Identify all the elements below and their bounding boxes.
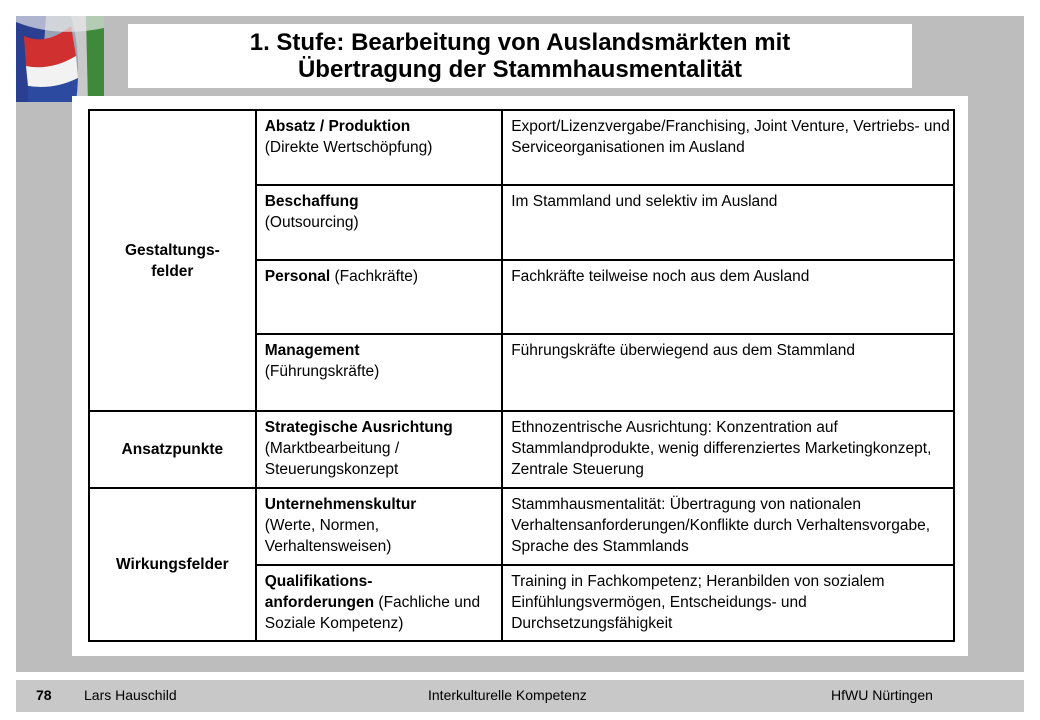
- flags-image: [16, 16, 104, 102]
- field-label-bold: Strategische Ausrichtung: [264, 419, 453, 436]
- page-title-line2: Übertragung der Stammhausmentalität: [297, 56, 743, 83]
- row-header-ansatzpunkte: Ansatzpunkte: [89, 411, 256, 488]
- title-box: [128, 24, 912, 88]
- table-cell-field: [256, 260, 502, 334]
- footer-institution: HfWU Nürtingen: [831, 687, 933, 703]
- table-row: [89, 411, 954, 488]
- footer-bar: [16, 680, 1024, 712]
- field-label-detail: (Marktbearbeitung / Steuerungskonzept: [264, 440, 400, 478]
- table-cell-field: [256, 411, 502, 488]
- field-label-bold: Qualifikations- anforderungen: [264, 573, 375, 611]
- field-label-bold: Unternehmenskultur: [264, 496, 417, 513]
- table-cell-description: Im Stammland und selektiv im Ausland: [502, 185, 954, 260]
- field-label-detail: (Outsourcing): [264, 214, 359, 231]
- table-cell-description: Export/Lizenzvergabe/Franchising, Joint Venture, Vertriebs- und Serviceorganisationen im Ausland: [502, 110, 954, 185]
- table-cell-field: [256, 488, 502, 565]
- table-cell-field: [256, 565, 502, 641]
- field-label-bold: Absatz / Produktion: [264, 118, 411, 135]
- footer-author: Lars Hauschild: [84, 687, 177, 703]
- field-label-detail: (Fachkräfte): [330, 268, 419, 285]
- row-header-label: Gestaltungs- felder: [125, 241, 220, 280]
- field-label-detail: (Werte, Normen, Verhaltensweisen): [264, 517, 392, 555]
- strategy-table: [88, 109, 955, 642]
- footer-topic: Interkulturelle Kompetenz: [428, 687, 587, 703]
- row-header-wirkungsfelder: Wirkungsfelder: [89, 488, 256, 641]
- field-label-detail: (Fachliche und Soziale Kompetenz): [264, 594, 481, 632]
- field-label-detail: (Direkte Wertschöpfung): [264, 139, 433, 156]
- table-cell-field: [256, 185, 502, 260]
- field-label-bold: Management: [264, 342, 360, 359]
- table-cell-description: Ethnozentrische Ausrichtung: Konzentration auf Stammlandprodukte, wenig differenziertes Marketingkonzept, Zentrale Steuerung: [502, 411, 954, 488]
- table-cell-field: [256, 334, 502, 411]
- table-cell-description: Fachkräfte teilweise noch aus dem Ausland: [502, 260, 954, 334]
- table-cell-field: [256, 110, 502, 185]
- field-label-detail: (Führungskräfte): [264, 363, 380, 380]
- page-number: 78: [36, 687, 52, 703]
- field-label-bold: Personal: [264, 268, 331, 285]
- table-cell-description: Training in Fachkompetenz; Heranbilden von sozialem Einfühlungsvermögen, Entscheidungs- und Durchsetzungsfähigkeit: [502, 565, 954, 641]
- table-row: [89, 110, 954, 185]
- page-title-line1: 1. Stufe: Bearbeitung von Auslandsmärkten mit: [249, 29, 791, 56]
- table-cell-description: Führungskräfte überwiegend aus dem Stammland: [502, 334, 954, 411]
- row-header-gestaltungsfelder: [89, 110, 256, 411]
- field-label-bold: Beschaffung: [264, 193, 359, 210]
- table-row: [89, 488, 954, 565]
- table-cell-description: Stammhausmentalität: Übertragung von nationalen Verhaltensanforderungen/Konflikte durch Verhaltensvorgabe, Sprache des Stammlands: [502, 488, 954, 565]
